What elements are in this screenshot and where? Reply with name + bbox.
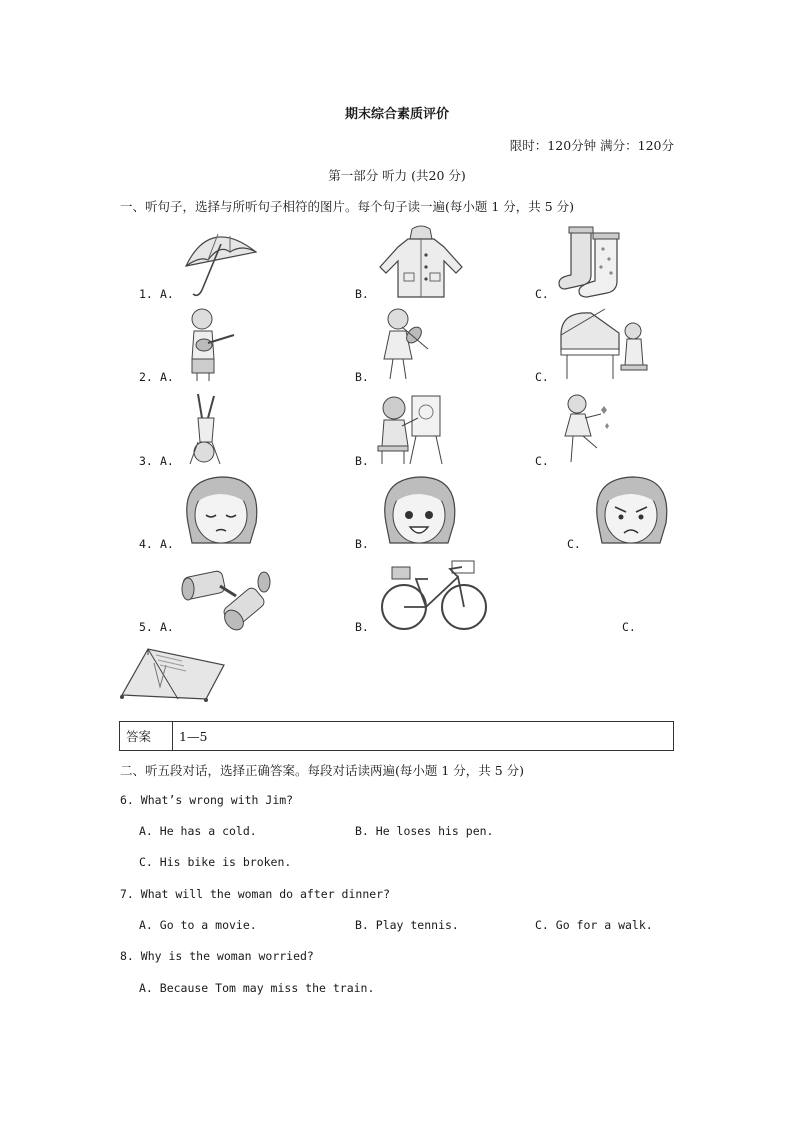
option-a: A. Because Tom may miss the train. — [139, 981, 375, 995]
option-c-label: C. — [622, 620, 636, 634]
option-c-label: C. — [567, 537, 581, 551]
sleepy-face-image — [180, 473, 262, 549]
girl-guitar-image — [180, 305, 236, 383]
question-text: 7. What will the woman do after dinner? — [120, 887, 391, 901]
girl-dancing-image — [557, 390, 617, 468]
girl-violin-image — [376, 305, 432, 383]
option-c-label: C. — [535, 370, 549, 384]
option-a-label: A. — [160, 370, 174, 384]
section1-heading: 一、听句子，选择与所听句子相符的图片。每个句子读一遍(每小题 1 分，共 5 分) — [120, 199, 575, 214]
option-b-label: B. — [355, 620, 369, 634]
option-c: C. His bike is broken. — [139, 855, 292, 869]
question-number: 4. — [139, 537, 153, 551]
question-text: 8. Why is the woman worried? — [120, 949, 314, 963]
answer-table — [119, 721, 674, 751]
option-a-label: A. — [160, 537, 174, 551]
happy-face-image — [378, 473, 460, 549]
raincoat-image — [378, 225, 464, 299]
bicycle-image — [378, 555, 490, 631]
binoculars-image — [180, 560, 276, 634]
girl-piano-image — [557, 305, 649, 383]
part-heading: 第一部分 听力 (共20 分) — [328, 168, 466, 183]
answer-range[interactable]: 1—5 — [173, 722, 674, 751]
option-b-label: B. — [355, 454, 369, 468]
question-number: 3. — [139, 454, 153, 468]
section2-heading: 二、听五段对话，选择正确答案。每段对话读两遍(每小题 1 分，共 5 分) — [120, 763, 525, 778]
option-a: A. He has a cold. — [139, 824, 257, 838]
option-a-label: A. — [160, 287, 174, 301]
tent-image — [118, 643, 232, 703]
umbrella-image — [180, 222, 260, 300]
option-c-label: C. — [535, 454, 549, 468]
angry-face-image — [590, 473, 672, 549]
option-b: B. He loses his pen. — [355, 824, 494, 838]
option-c: C. Go for a walk. — [535, 918, 653, 932]
girl-painting-image — [376, 390, 446, 468]
option-a-label: A. — [160, 620, 174, 634]
option-b-label: B. — [355, 370, 369, 384]
question-number: 2. — [139, 370, 153, 384]
question-number: 5. — [139, 620, 153, 634]
time-limit: 限时：120分钟 满分：120分 — [509, 138, 674, 153]
option-b-label: B. — [355, 287, 369, 301]
question-text: 6. What’s wrong with Jim? — [120, 793, 294, 807]
rain-boots-image — [557, 225, 633, 299]
option-a: A. Go to a movie. — [139, 918, 257, 932]
page-title: 期末综合素质评价 — [344, 107, 449, 122]
option-b: B. Play tennis. — [355, 918, 459, 932]
option-a-label: A. — [160, 454, 174, 468]
girl-handstand-image — [180, 390, 230, 468]
option-b-label: B. — [355, 537, 369, 551]
question-number: 1. — [139, 287, 153, 301]
answer-label: 答案 — [120, 722, 173, 751]
option-c-label: C. — [535, 287, 549, 301]
